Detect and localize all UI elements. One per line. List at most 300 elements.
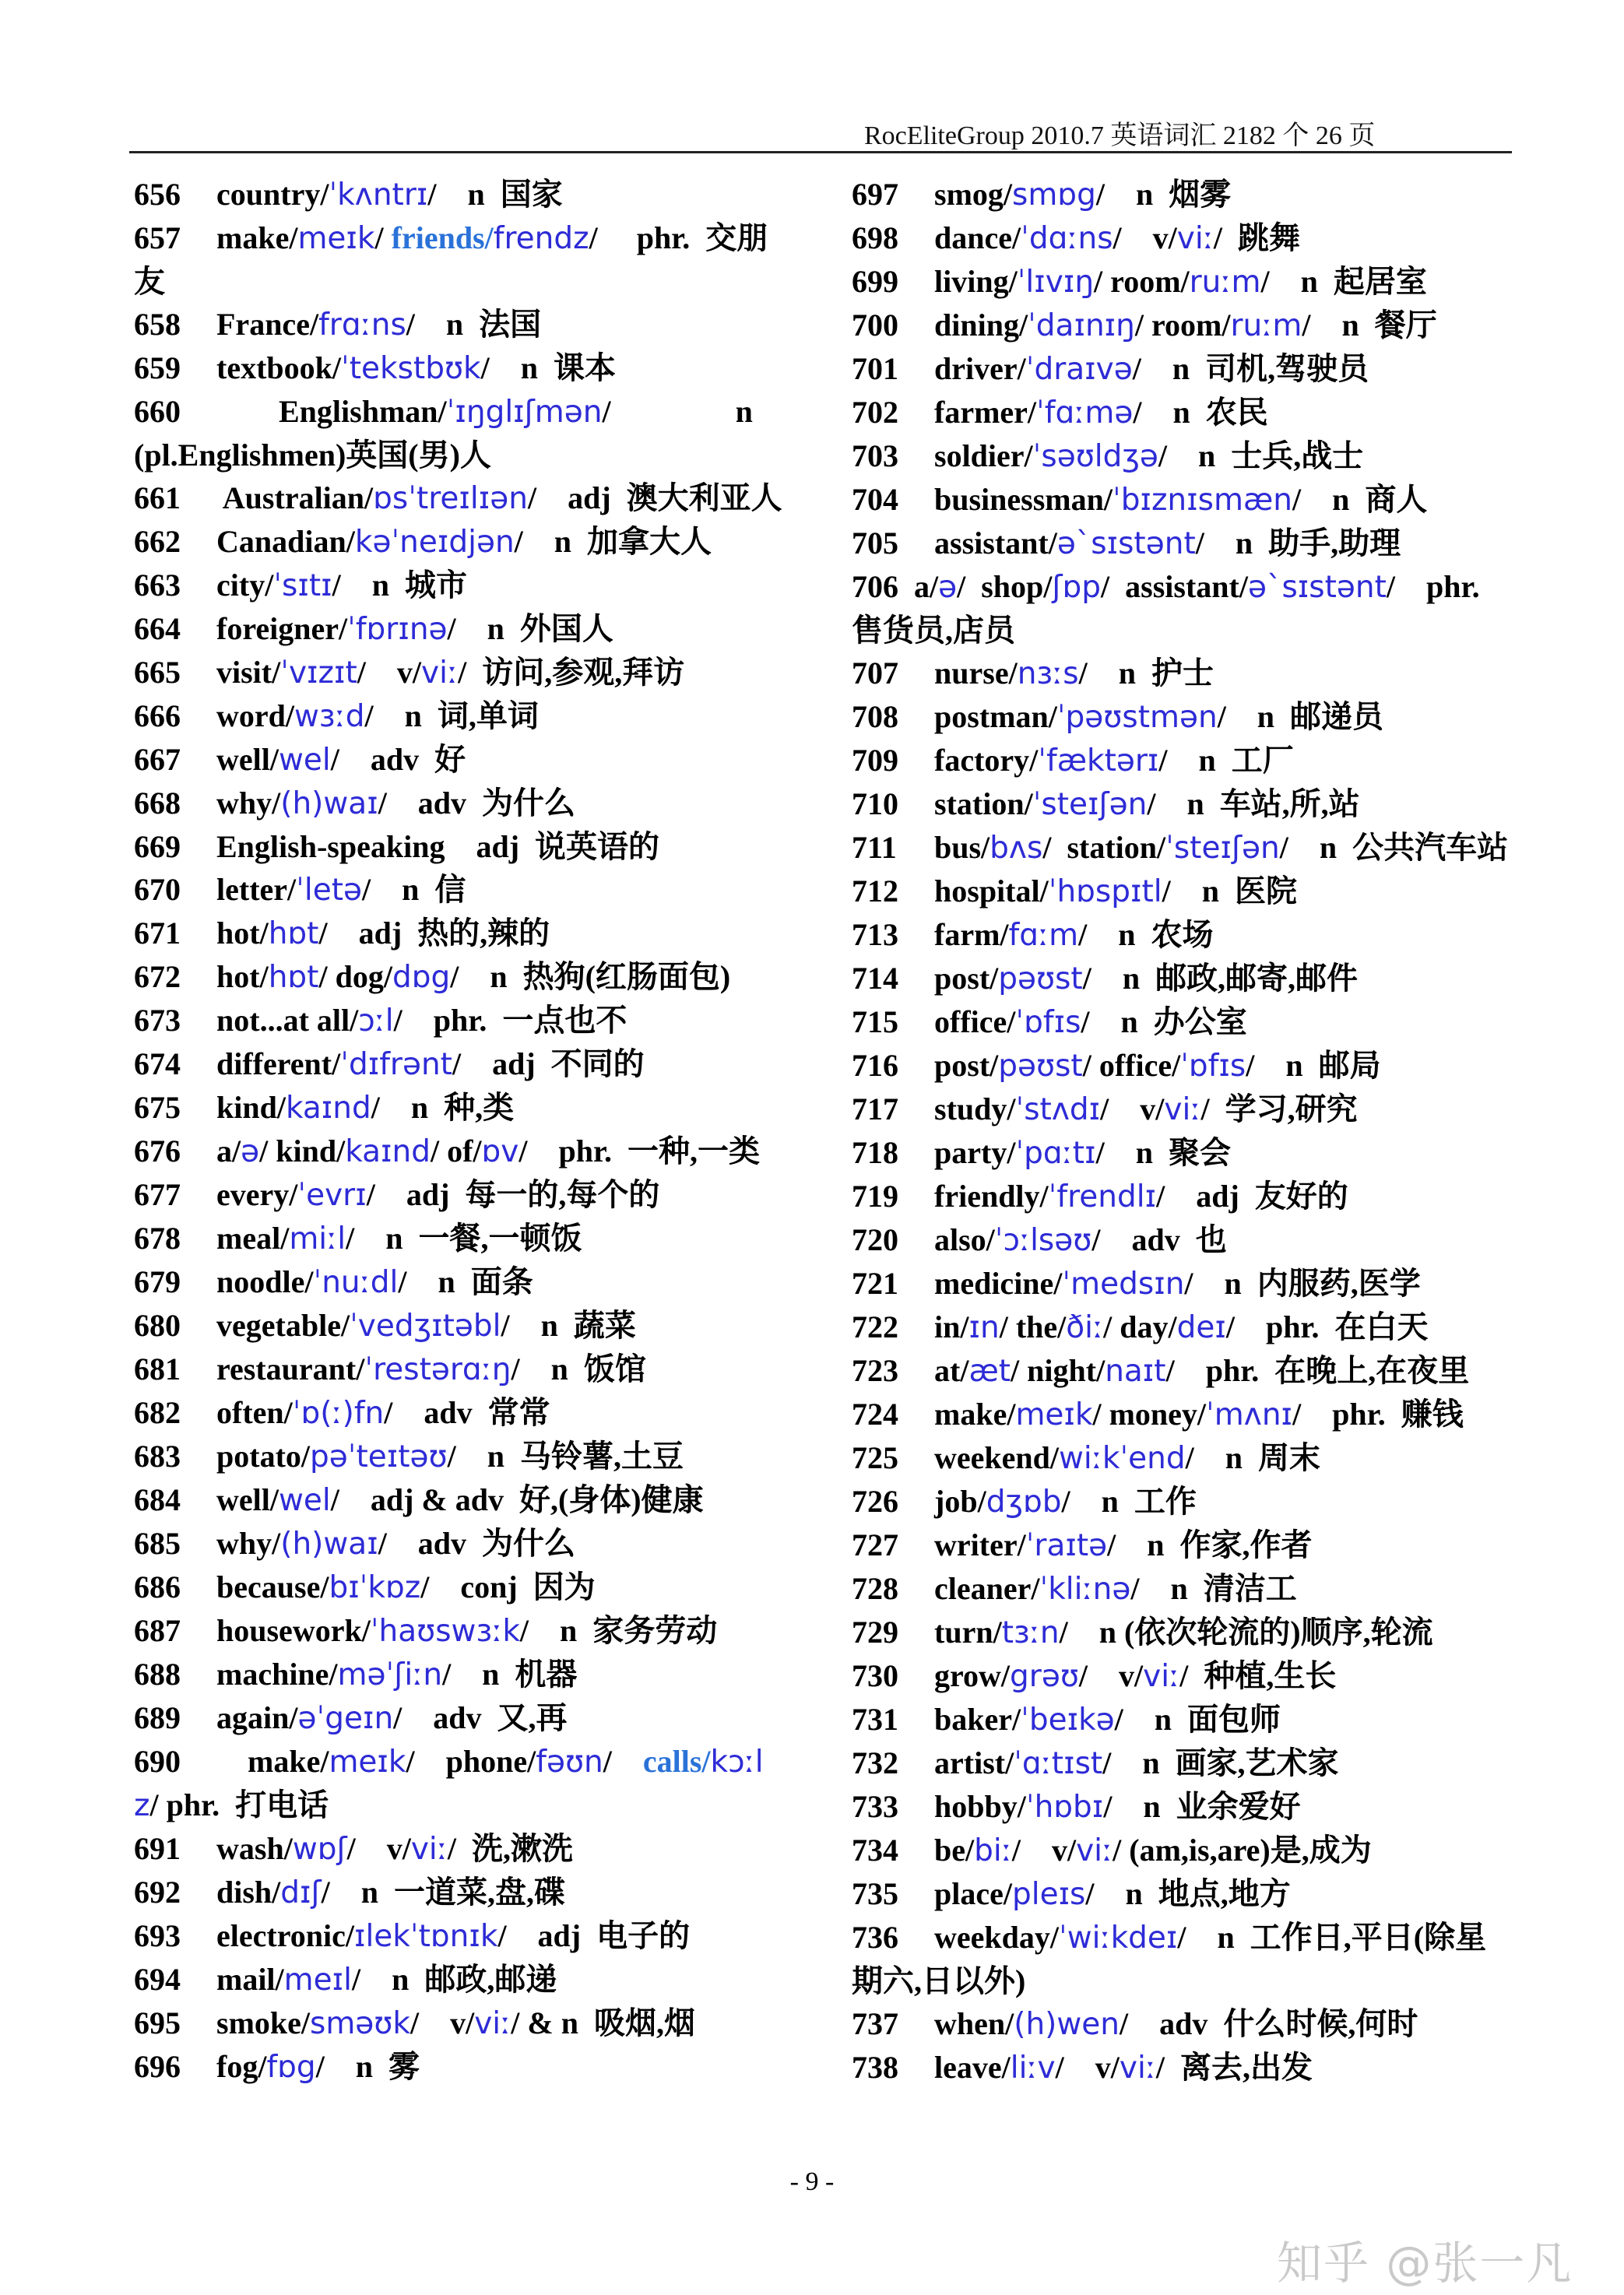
phonetic: meɪl <box>283 1963 352 1998</box>
entry-number: 678 <box>134 1221 181 1256</box>
phonetic: ˈwiːkdeɪ <box>1059 1921 1178 1956</box>
entry-number: 719 <box>852 1179 898 1214</box>
phonetic: wel <box>278 743 331 778</box>
entry-text: textbook/ <box>216 350 341 385</box>
vocab-entry <box>852 2002 1512 2046</box>
entry-text: / n 饭馆 <box>511 1351 646 1386</box>
vocab-entry <box>852 522 1512 565</box>
entry-text: / phone/ <box>406 1744 536 1779</box>
phonetic: ˈkʌntrɪ <box>329 177 428 213</box>
vocab-entry <box>134 1391 788 1435</box>
entry-text: / night/ <box>1011 1353 1106 1388</box>
highlighted-word: friends/ <box>391 220 494 255</box>
entry-number: 691 <box>134 1831 181 1866</box>
phonetic: viː <box>474 2006 511 2041</box>
entry-number: 659 <box>134 350 181 385</box>
phonetic: viː <box>1076 1833 1113 1868</box>
phonetic: viː <box>1164 1092 1201 1127</box>
entry-text: factory/ <box>934 743 1039 778</box>
entry-text: / & n 吸烟,烟 <box>511 2005 695 2040</box>
entry-text: medicine/ <box>934 1266 1063 1301</box>
entry-text: dining/ <box>934 308 1028 343</box>
phonetic: ˈvedʒɪtəbl <box>350 1309 501 1344</box>
entry-text: / n 面包师 <box>1114 1702 1281 1737</box>
entry-text: France/ <box>216 307 319 342</box>
entry-text: / office/ <box>1082 1048 1181 1083</box>
entry-text: dish/ <box>216 1875 281 1910</box>
entry-number: 721 <box>852 1266 898 1301</box>
entry-text: dance/ <box>934 220 1021 255</box>
entry-text: because/ <box>216 1569 329 1604</box>
entry-text: city/ <box>216 568 274 603</box>
phonetic: viː <box>410 1832 448 1867</box>
phonetic: ə <box>241 1134 260 1169</box>
vocab-entry <box>134 1871 788 1914</box>
phonetic: frɑːns <box>318 308 406 343</box>
vocab-entry <box>134 390 788 476</box>
entry-text: post/ <box>934 961 999 996</box>
phonetic: (h)waɪ <box>280 1527 378 1562</box>
phonetic: biː <box>974 1833 1012 1868</box>
phonetic: ˈfɒrɪnə <box>347 612 448 647</box>
highlighted-word: calls/ <box>642 1744 711 1779</box>
entry-number: 673 <box>134 1003 181 1038</box>
entry-text: / phr. 在白天 <box>1225 1309 1429 1344</box>
phonetic: ɪn <box>968 1310 1000 1345</box>
vocab-entry <box>134 476 788 520</box>
vocab-entry <box>134 912 788 955</box>
entry-text: again/ <box>216 1700 298 1735</box>
entry-text: / day/ <box>1103 1309 1177 1344</box>
entry-text: electronic/ <box>216 1918 354 1953</box>
vocab-entry <box>134 1522 788 1566</box>
entry-number: 693 <box>134 1918 181 1953</box>
entry-text: / n 邮政,邮递 <box>351 1962 557 1997</box>
entry-text: Canadian/ <box>216 524 355 559</box>
entry-number: 734 <box>852 1833 898 1868</box>
vocab-entry <box>134 1740 788 1827</box>
entry-text: / n 信 <box>361 872 466 907</box>
entry-text: / n 面条 <box>398 1264 533 1299</box>
vocab-entry <box>852 1698 1512 1741</box>
vocab-entry <box>852 1349 1512 1393</box>
entry-text: in/ <box>934 1309 969 1344</box>
entry-number: 675 <box>134 1090 181 1125</box>
entry-number: 696 <box>134 2049 181 2084</box>
phonetic: (h)wen <box>1014 2007 1120 2042</box>
vocab-entry <box>852 173 1512 216</box>
phonetic: kaɪnd <box>285 1091 371 1126</box>
phonetic: bɪˈkɒz <box>329 1570 421 1605</box>
vocab-entry <box>134 1260 788 1304</box>
phonetic: əˋsɪstənt <box>1056 526 1196 561</box>
entry-text: / n 农民 <box>1133 395 1268 430</box>
entry-text: well/ <box>216 1482 279 1517</box>
entry-text: living/ <box>934 264 1018 299</box>
phonetic: ɒsˈtreɪlɪən <box>373 481 528 516</box>
vocab-column-right <box>852 173 1512 2089</box>
entry-number: 698 <box>852 220 898 255</box>
vocab-entry <box>852 695 1512 739</box>
vocab-entry <box>134 782 788 825</box>
entry-number: 666 <box>134 698 181 733</box>
phonetic: ˈdɑːns <box>1021 221 1113 256</box>
entry-text: / v/ <box>346 1831 411 1866</box>
entry-text: foreigner/ <box>216 611 348 646</box>
entry-text: / money/ <box>1092 1397 1207 1432</box>
watermark: 知乎 @张一凡 <box>1277 2237 1573 2290</box>
phonetic: kɔːlz <box>134 1745 764 1823</box>
vocab-entry <box>852 1611 1512 1654</box>
vocab-entry <box>134 1827 788 1871</box>
vocab-entry <box>134 346 788 390</box>
entry-number: 716 <box>852 1048 898 1083</box>
entry-text: / v/ <box>357 655 422 690</box>
entry-text: be/ <box>934 1833 975 1868</box>
vocab-entry <box>134 173 788 216</box>
phonetic: ˈdaɪnɪŋ <box>1028 308 1135 343</box>
entry-text: / v/ <box>1055 2050 1120 2085</box>
entry-text: noodle/ <box>216 1264 314 1299</box>
entry-text: / n 内服药,医学 <box>1184 1266 1421 1301</box>
entry-text: a/ <box>216 1133 241 1169</box>
entry-text: / n 工作日,平日(除星期六,日以外) <box>852 1920 1487 1998</box>
entry-text: housework/ <box>216 1613 371 1648</box>
entry-text: why/ <box>216 786 281 821</box>
phonetic: ˈnuːdl <box>313 1265 399 1300</box>
vocab-entry <box>852 304 1512 347</box>
phonetic: liːv <box>1010 2051 1056 2086</box>
entry-text: weekday/ <box>934 1920 1059 1955</box>
phonetic: miːl <box>289 1221 346 1256</box>
entry-text: / adv 为什么 <box>378 1526 576 1561</box>
phonetic: pəˈteɪtəʊ <box>310 1439 448 1474</box>
entry-number: 680 <box>134 1308 181 1343</box>
vocab-entry <box>852 870 1512 913</box>
entry-text: also/ <box>934 1222 995 1257</box>
entry-number: 657 <box>134 220 181 255</box>
phonetic: viː <box>1176 221 1214 256</box>
phonetic: ˈsəʊldʒə <box>1032 439 1158 474</box>
entry-text: / adv 常常 <box>384 1395 550 1430</box>
entry-text: bus/ <box>934 830 990 865</box>
entry-text: soldier/ <box>934 438 1033 473</box>
vocab-entry <box>134 1914 788 1958</box>
vocab-entry <box>852 782 1512 826</box>
entry-number: 718 <box>852 1135 898 1170</box>
entry-number: 669 <box>134 829 181 864</box>
entry-text: / 离去,出发 <box>1155 2050 1313 2085</box>
vocab-entry <box>134 1435 788 1478</box>
phonetic: ˈletə <box>296 873 362 908</box>
entry-number: 727 <box>852 1527 898 1562</box>
vocab-entry <box>852 1393 1512 1436</box>
phonetic: meɪk <box>329 1745 406 1780</box>
entry-text: / n 邮政,邮寄,邮件 <box>1082 961 1359 996</box>
entry-number: 731 <box>852 1702 898 1737</box>
entry-text: cleaner/ <box>934 1571 1040 1606</box>
phonetic: dʒɒb <box>986 1485 1062 1520</box>
vocab-entry <box>852 1829 1512 1872</box>
entry-text: / adv 好 <box>330 742 466 777</box>
entry-text: make/ <box>216 220 298 255</box>
entry-number: 735 <box>852 1876 898 1911</box>
vocab-entry <box>134 868 788 912</box>
entry-number: 722 <box>852 1309 898 1344</box>
entry-text: artist/ <box>934 1745 1014 1780</box>
entry-text: / phr. 在晚上,在夜里 <box>1165 1353 1470 1388</box>
vocab-entry <box>134 1217 788 1260</box>
phonetic: ˈmʌnɪ <box>1206 1397 1293 1432</box>
vocab-entry <box>134 1348 788 1391</box>
phonetic: ɔːl <box>358 1003 394 1039</box>
vocab-entry <box>852 1916 1512 2002</box>
phonetic: nɜːs <box>1017 656 1079 691</box>
vocab-entry <box>852 913 1512 957</box>
entry-text: / n 蔬菜 <box>501 1308 636 1343</box>
vocab-entry <box>134 1566 788 1609</box>
phonetic: ˈfæktərɪ <box>1038 743 1159 778</box>
entry-text: different/ <box>216 1046 341 1081</box>
vocab-entry <box>134 955 788 999</box>
entry-text: wash/ <box>216 1831 293 1866</box>
phonetic: ruːm <box>1189 265 1261 300</box>
page-header: RocEliteGroup 2010.7 英语词汇 2182 个 26 页 <box>864 121 1376 150</box>
entry-number: 679 <box>134 1264 181 1299</box>
entry-number: 681 <box>134 1351 181 1386</box>
entry-text: 706 a/ <box>852 569 939 604</box>
phonetic: ˈɔːlsəʊ <box>994 1223 1092 1258</box>
phonetic: ˈɒfɪs <box>1015 1005 1081 1040</box>
phonetic: meɪk <box>1015 1397 1093 1432</box>
phonetic: fəʊn <box>536 1745 603 1780</box>
phonetic: fɒg <box>266 2050 316 2085</box>
entry-number: 690 <box>134 1744 181 1779</box>
vocab-entry <box>852 1131 1512 1175</box>
vocab-entry <box>134 694 788 738</box>
entry-text: / n 外国人 <box>447 611 613 646</box>
entry-text: / adv 为什么 <box>378 786 576 821</box>
phonetic: meɪk <box>297 221 375 256</box>
entry-number: 702 <box>852 395 898 430</box>
entry-text: why/ <box>216 1526 281 1561</box>
entry-number: 662 <box>134 524 181 559</box>
entry-text: fog/ <box>216 2049 267 2084</box>
entry-number: 707 <box>852 655 898 691</box>
entry-number: 705 <box>852 525 898 561</box>
vocab-entry <box>852 2046 1512 2089</box>
vocab-entry <box>852 434 1512 478</box>
entry-text: / shop/ <box>957 569 1053 604</box>
entry-text: / n 餐厅 <box>1302 308 1437 343</box>
entry-text: / n 马铃薯,土豆 <box>447 1439 684 1474</box>
entry-number: 689 <box>134 1700 181 1735</box>
entry-text: party/ <box>934 1135 1016 1170</box>
vocab-entry <box>852 1436 1512 1480</box>
entry-text: grow/ <box>934 1658 1011 1693</box>
phonetic: dɒg <box>392 960 451 995</box>
entry-number: 677 <box>134 1177 181 1212</box>
phonetic: viː <box>1143 1659 1180 1694</box>
entry-number: 738 <box>852 2050 898 2085</box>
entry-text: / n 烟雾 <box>1095 177 1232 212</box>
entry-number: 664 <box>134 611 181 646</box>
entry-number: 701 <box>852 351 898 386</box>
entry-text: make/ <box>934 1397 1016 1432</box>
vocab-entry <box>134 607 788 651</box>
entry-text: weekend/ <box>934 1440 1059 1475</box>
entry-text: / n 一餐,一顿饭 <box>346 1221 582 1256</box>
phonetic: pəʊst <box>998 961 1083 996</box>
vocab-entry <box>852 1044 1512 1088</box>
phonetic: dɪʃ <box>280 1875 322 1910</box>
phonetic: grəʊ <box>1010 1659 1079 1694</box>
entry-text: leave/ <box>934 2050 1011 2085</box>
entry-text: / n (依次轮流的)顺序,轮流 <box>1059 1615 1433 1650</box>
entry-number: 687 <box>134 1613 181 1648</box>
phonetic: tɜːn <box>1001 1615 1060 1650</box>
entry-text: / dog/ <box>318 959 392 994</box>
entry-text: / n 课本 <box>480 350 616 385</box>
phonetic: deɪ <box>1176 1310 1226 1345</box>
entry-text: driver/ <box>934 351 1026 386</box>
phonetic: ˈsɪtɪ <box>273 568 332 603</box>
vocab-entry <box>134 1130 788 1173</box>
vocab-entry <box>134 825 788 868</box>
entry-number: 736 <box>852 1920 898 1955</box>
phonetic: ˈhɒbɪ <box>1025 1790 1104 1825</box>
phonetic: əˋsɪstənt <box>1247 570 1387 605</box>
entry-text: word/ <box>216 698 294 733</box>
entry-text: / n 士兵,战士 <box>1158 438 1364 473</box>
vocab-entry <box>134 1478 788 1522</box>
vocab-entry <box>134 1086 788 1130</box>
entry-text: when/ <box>934 2006 1014 2041</box>
vocab-entry <box>852 478 1512 522</box>
phonetic: ˈsteɪʃən <box>1165 831 1280 866</box>
entry-text: / 跳舞 <box>1213 220 1300 255</box>
entry-number: 723 <box>852 1353 898 1388</box>
entry-text: / phr. 赚钱 <box>1292 1397 1464 1432</box>
entry-text: / adj 每一的,每个的 <box>366 1177 660 1212</box>
entry-number: 728 <box>852 1571 898 1606</box>
entry-text: not...at all/ <box>216 1003 359 1038</box>
entry-text: office/ <box>934 1004 1016 1039</box>
phonetic: wɜːd <box>294 699 365 734</box>
entry-number: 697 <box>852 177 898 212</box>
vocab-entry <box>852 216 1512 260</box>
phonetic: (h)waɪ <box>280 786 378 821</box>
entry-number: 672 <box>134 959 181 994</box>
phonetic: ruːm <box>1230 308 1302 343</box>
entry-text: / n 司机,驾驶员 <box>1132 351 1369 386</box>
entry-number: 665 <box>134 655 181 690</box>
vocab-entry <box>852 565 1512 652</box>
entry-text: / v/ <box>1100 1091 1165 1126</box>
phonetic: əˈgeɪn <box>297 1701 394 1736</box>
entry-number: 686 <box>134 1569 181 1604</box>
vocab-entry <box>852 1175 1512 1218</box>
entry-text: nurse/ <box>934 655 1018 691</box>
entry-text: / v/ <box>1078 1658 1144 1693</box>
entry-text: kind/ <box>216 1090 286 1125</box>
entry-number: 704 <box>852 482 898 517</box>
entry-number: 684 <box>134 1482 181 1517</box>
entry-text: / n 车站,所,站 <box>1147 786 1360 821</box>
vocab-entry <box>134 303 788 346</box>
entry-text: / n 地点,地方 <box>1085 1876 1291 1911</box>
entry-text: turn/ <box>934 1615 1002 1650</box>
entry-number: 671 <box>134 916 181 951</box>
entry-number: 670 <box>134 872 181 907</box>
page-number: - 9 - <box>789 2167 835 2196</box>
entry-text: / n 画家,艺术家 <box>1102 1745 1339 1780</box>
entry-number: 712 <box>852 873 898 909</box>
entry-text: / n 助手,助理 <box>1195 525 1401 561</box>
entry-text: mail/ <box>216 1962 284 1997</box>
phonetic: kəˈneɪdjən <box>354 525 515 560</box>
phonetic: ˈhaʊswɜːk <box>370 1614 520 1649</box>
entry-number: 685 <box>134 1526 181 1561</box>
phonetic: ə <box>938 570 958 605</box>
entry-number: 710 <box>852 786 898 821</box>
entry-text: / n 公共汽车站 <box>1279 830 1509 865</box>
phonetic: ðiː <box>1066 1310 1104 1345</box>
entry-text: / n 机器 <box>442 1657 578 1692</box>
vocab-entry <box>134 1696 788 1740</box>
phonetic: ˈɑːtɪst <box>1014 1746 1103 1781</box>
entry-text: / adv 什么时候,何时 <box>1120 2006 1418 2041</box>
entry-number: 725 <box>852 1440 898 1475</box>
entry-text: place/ <box>934 1876 1012 1911</box>
header-rule <box>129 151 1512 153</box>
phonetic: ˈpəʊstmən <box>1056 700 1218 735</box>
vocab-entry <box>134 999 788 1042</box>
phonetic: ˈevrɪ <box>297 1178 367 1213</box>
entry-text: baker/ <box>934 1702 1021 1737</box>
entry-text: study/ <box>934 1091 1016 1126</box>
phonetic: ˈvɪzɪt <box>280 655 357 691</box>
vocab-entry <box>852 957 1512 1000</box>
entry-number: 656 <box>134 177 181 212</box>
vocab-entry <box>134 2002 788 2045</box>
phonetic: pleɪs <box>1011 1877 1086 1912</box>
phonetic: ˈfrendlɪ <box>1048 1179 1157 1214</box>
entry-text: smoke/ <box>216 2005 310 2040</box>
entry-text: postman/ <box>934 699 1057 734</box>
entry-text: / adv 又,再 <box>393 1700 568 1735</box>
entry-number: 663 <box>134 568 181 603</box>
entry-number: 737 <box>852 2006 898 2041</box>
phonetic: ˈdraɪvə <box>1025 352 1133 387</box>
entry-text: farmer/ <box>934 395 1037 430</box>
phonetic: wiːkˈend <box>1059 1441 1186 1476</box>
vocab-entry <box>134 1609 788 1653</box>
phonetic: ˈkliːnə <box>1039 1572 1131 1607</box>
entry-number: 709 <box>852 743 898 778</box>
vocab-entry <box>852 347 1512 391</box>
phonetic: bʌs <box>990 831 1043 866</box>
entry-text: / station/ <box>1042 830 1166 865</box>
vocab-entry <box>852 826 1512 870</box>
phonetic: ˈɪŋglɪʃmən <box>446 395 603 430</box>
entry-text: well/ <box>216 742 279 777</box>
entry-text: / phr. 打电话 <box>149 1787 329 1822</box>
entry-text: / phr. 一点也不 <box>393 1003 627 1038</box>
entry-text: / 洗,漱洗 <box>447 1831 573 1866</box>
vocab-entry <box>852 391 1512 434</box>
entry-number: 708 <box>852 699 898 734</box>
